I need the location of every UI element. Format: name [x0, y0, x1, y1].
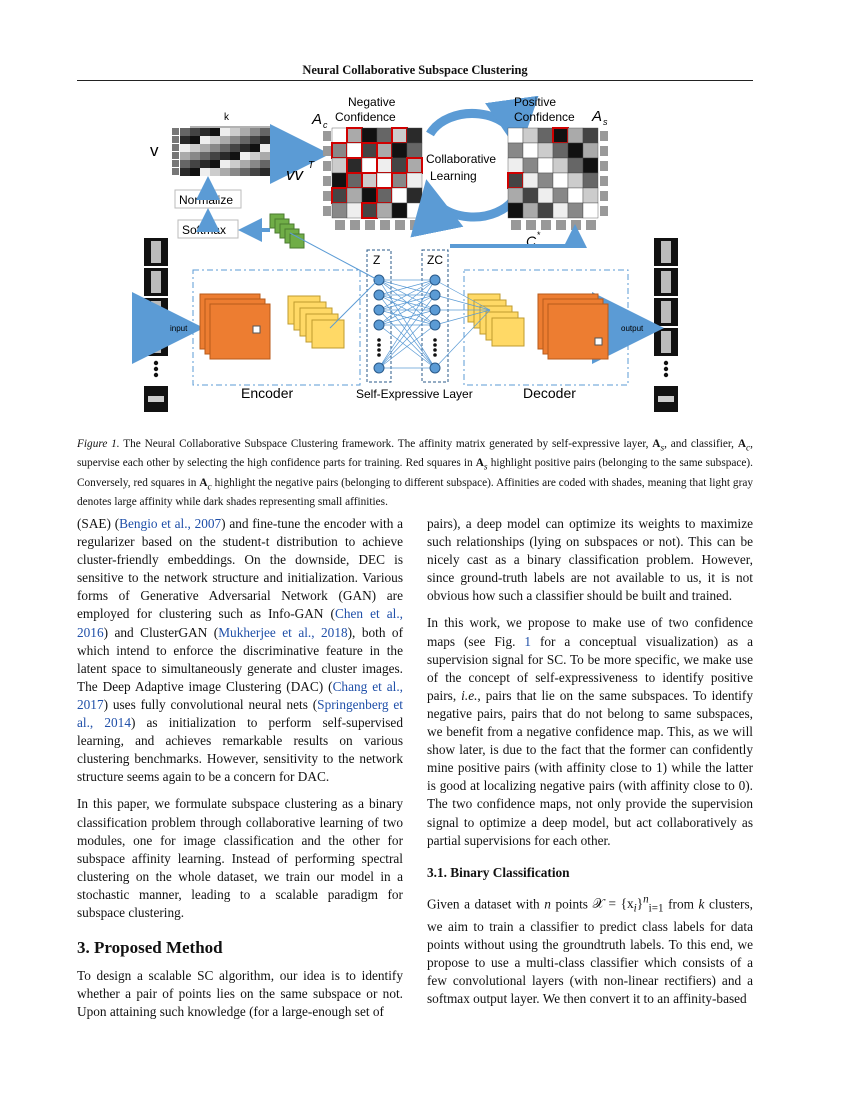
as-matrix-cell [523, 128, 538, 143]
collab-label-1: Collaborative [426, 152, 497, 166]
as-matrix-cell [583, 128, 598, 143]
ac-matrix-cell [392, 158, 407, 173]
ac-matrix-cell [377, 203, 392, 218]
v-matrix-cell [250, 160, 260, 168]
as-matrix-cell [568, 143, 583, 158]
left-paragraph-1 [77, 515, 403, 786]
citation-springenberg[interactable]: Springenberg et al., 2014 [77, 696, 403, 731]
ac-col-thumb [410, 220, 420, 230]
c-star-sup: * [537, 230, 541, 240]
ac-matrix-cell [377, 128, 392, 143]
ac-matrix-cell [407, 143, 422, 158]
as-col-thumb [526, 220, 536, 230]
caption-prefix: Figure 1. [77, 438, 120, 450]
caption-text-4: highlight positive pairs (belonging to the same subspace). Conversely, red squares in [77, 457, 753, 489]
as-matrix-cell [568, 173, 583, 188]
subsection-title-binary-classification: 3.1. Binary Classification [427, 864, 570, 880]
negative-confidence-label-1: Negative [348, 95, 396, 109]
ac-row-thumb [323, 191, 331, 201]
running-header: Neural Collaborative Subspace Clustering [302, 63, 528, 77]
v-matrix-thumb [172, 168, 179, 175]
as-matrix-cell [523, 158, 538, 173]
caption-as-subscript: s [660, 443, 665, 454]
left-paragraph-2: In this paper, we formulate subspace clustering as a binary classification problem through collaborative learning of two modules, one for image classification and the other for subspace affinity learning. Instead of performing spectral clustering on the whole dataset, we train our model in a stochastic manner, leading to a scalable paradigm for subspace clustering. [77, 796, 403, 920]
negative-confidence-label-2: Confidence [335, 110, 396, 124]
v-matrix-cell [250, 144, 260, 152]
as-col-thumb [541, 220, 551, 230]
v-matrix-thumb [172, 152, 179, 159]
text-run: from [663, 896, 699, 912]
v-matrix-cell [240, 168, 250, 176]
network-node [430, 320, 440, 330]
as-matrix-cell [568, 203, 583, 218]
ac-matrix-cell [377, 188, 392, 203]
ellipsis-dot [664, 373, 668, 377]
as-matrix-cell [553, 173, 568, 188]
as-matrix-cell [508, 128, 523, 143]
input-images [144, 238, 168, 412]
text-run: clusters, we aim to train a classifier to predict class labels for data points without using the groundtruth labels. To this end, we propose to use a multi-class classifier which consists of a few convolutional layers (with non-linear rectifiers) and a softmax output layer. We then convert it to an affinity-based [427, 896, 753, 1007]
v-matrix-cell [220, 152, 230, 160]
collab-label-2: Learning [430, 169, 477, 183]
v-matrix-cell [230, 136, 240, 144]
z-to-softmax-line [290, 233, 381, 280]
v-matrix-cell [260, 136, 270, 144]
v-matrix-cell [190, 136, 200, 144]
v-matrix-cell [260, 160, 270, 168]
ac-matrix-cell [332, 203, 347, 218]
citation-chang[interactable]: Chang et al., 2017 [77, 678, 403, 712]
v-matrix-cell [200, 168, 210, 176]
v-matrix-cell [180, 152, 190, 160]
math-set-sup: n [643, 893, 649, 906]
ellipsis-dot [154, 373, 158, 377]
v-matrix-cell [240, 128, 250, 136]
network-node [430, 305, 440, 315]
node-ellipsis-dot [377, 348, 381, 352]
v-matrix-cell [230, 144, 240, 152]
v-matrix-cell [190, 160, 200, 168]
sample-image-item [661, 301, 671, 323]
math-k: k [698, 896, 705, 912]
caption-text-3: , supervise each other by selecting the high confidence parts for training. Red squares in [77, 438, 753, 470]
as-col-thumb [586, 220, 596, 230]
as-matrix-cell [508, 158, 523, 173]
as-matrix-cell [583, 158, 598, 173]
v-matrix-cell [220, 136, 230, 144]
sample-image-item [661, 331, 671, 353]
text-run: In this work, we propose to make use of two confidence maps (see Fig. [427, 615, 753, 649]
v-matrix-cell [250, 136, 260, 144]
ac-matrix-cell [377, 158, 392, 173]
v-matrix-cell [180, 160, 190, 168]
ellipsis-dot [664, 361, 668, 365]
as-matrix-cell [553, 143, 568, 158]
k-label: k [224, 112, 229, 123]
v-matrix-cell [250, 168, 260, 176]
caption-ac2-subscript: c [207, 481, 212, 492]
ac-row-thumb [323, 176, 331, 186]
as-matrix-cell [583, 188, 598, 203]
right-paragraph-1: pairs), a deep model can optimize its weights to maximize such relationships (lying on subspaces or not). This can be nicely cast as a binary classification problem. However, since ground-truth labels are not available to us, it is not obvious how such a classifier should be built and trained. [427, 516, 753, 604]
as-matrix-cell [538, 188, 553, 203]
citation-bengio[interactable]: Bengio et al., 2007 [119, 516, 222, 531]
v-matrix-cell [190, 152, 200, 160]
as-sub: s [603, 117, 608, 127]
as-matrix-cell [538, 143, 553, 158]
as-matrix-cell [508, 188, 523, 203]
sample-image-item [151, 271, 161, 293]
network-node [430, 363, 440, 373]
output-label: output [621, 324, 644, 333]
node-ellipsis-dot [377, 338, 381, 342]
as-matrix-cell [538, 158, 553, 173]
positive-confidence-label-2: Confidence [514, 110, 575, 124]
ac-matrix-cell [347, 173, 362, 188]
math-set-open: 𝒳 = {x [592, 896, 634, 912]
as-matrix-cell [553, 158, 568, 173]
zc-box [422, 250, 448, 382]
text-run: , pairs that lie on the same subspaces. To identify negative pairs, pairs that do not belong to same subspaces, we benefit from a negative confidence map. This, as we will show later, is due to the fact that the former can confidently mine positive pairs (with affinity close to 1) while the latter is good at localizing negative pairs (with affinity close to 0). The two confidence maps, not only provide the supervision signal to optimize a deep model, but act collaboratively as partial supervisions for each other. [427, 687, 754, 848]
as-matrix-cell [508, 173, 523, 188]
as-matrix-cell [523, 143, 538, 158]
v-matrix-thumb [172, 160, 179, 167]
ac-matrix-cell [362, 158, 377, 173]
ac-col-thumb [380, 220, 390, 230]
as-matrix-cell [583, 143, 598, 158]
v-matrix-cell [210, 136, 220, 144]
network-node [374, 275, 384, 285]
caption-text-1: The Neural Collaborative Subspace Clustering framework. The affinity matrix generated by self-expressive layer, [119, 438, 653, 450]
caption-ac-subscript: c [745, 443, 751, 454]
v-matrix-cell [220, 144, 230, 152]
right-column [427, 515, 753, 1017]
v-matrix-thumb [172, 128, 179, 135]
left-paragraph-3: To design a scalable SC algorithm, our idea is to identify whether a pair of points lies on the same subspace or not. Upon attaining such knowledge (for a large-enough set of [77, 968, 403, 1020]
text-run: points [550, 896, 593, 912]
zc-to-decoder-edge [435, 310, 490, 368]
decoder-label: Decoder [523, 385, 576, 401]
figure-caption [77, 437, 753, 510]
v-matrix-cell [190, 168, 200, 176]
ac-matrix-cell [347, 158, 362, 173]
as-row-thumb [600, 146, 608, 156]
v-matrix-cell [230, 128, 240, 136]
v-matrix-cell [180, 128, 190, 136]
v-matrix-cell [200, 144, 210, 152]
z-box [367, 250, 391, 382]
v-matrix-cell [260, 152, 270, 160]
ac-matrix-cell [332, 143, 347, 158]
ac-matrix-cell [362, 128, 377, 143]
ac-matrix-cell [347, 143, 362, 158]
as-matrix-cell [538, 173, 553, 188]
text-run: ) and ClusterGAN ( [103, 624, 219, 640]
as-row-thumb [600, 191, 608, 201]
input-label: input [170, 324, 188, 333]
v-matrix-cell [200, 160, 210, 168]
caption-as2-symbol: A [475, 457, 484, 470]
ellipsis-dot [154, 361, 158, 365]
as-matrix-cell [553, 188, 568, 203]
node-ellipsis-dot [433, 353, 437, 357]
left-column [77, 515, 403, 1030]
ac-matrix-cell [362, 188, 377, 203]
as-matrix-cell [568, 128, 583, 143]
section-title-proposed-method: 3. Proposed Method [77, 938, 223, 958]
v-matrix-cell [210, 144, 220, 152]
sample-image-item [148, 396, 164, 402]
self-expressive-label: Self-Expressive Layer [356, 387, 473, 401]
as-matrix-cell [538, 128, 553, 143]
text-run: (SAE) ( [77, 516, 120, 531]
text-run: ) as initialization to perform self-supervised learning, and achieves remarkable results on various clustering benchmarks. However, sensitivity to the network structure seems again to be a concern for DAC. [77, 715, 403, 785]
output-images [654, 238, 678, 412]
math-set-range-sub: i=1 [648, 902, 664, 915]
header-rule [77, 80, 753, 81]
figure-reference-1[interactable]: 1 [524, 633, 532, 649]
vvt-label: vv [286, 165, 303, 184]
network-node [374, 320, 384, 330]
sample-image-item [151, 331, 161, 353]
v-matrix-cell [180, 136, 190, 144]
right-paragraph-2 [427, 614, 753, 849]
z-label: Z [373, 253, 381, 267]
v-matrix-cell [260, 144, 270, 152]
ellipsis-dot [664, 367, 668, 371]
node-ellipsis-dot [433, 348, 437, 352]
ac-col-thumb [350, 220, 360, 230]
ac-matrix-cell [377, 173, 392, 188]
v-matrix-cell [230, 160, 240, 168]
v-matrix [172, 128, 270, 176]
ac-col-thumb [365, 220, 375, 230]
citation-mukherjee[interactable]: Mukherjee et al., 2018 [218, 624, 348, 640]
caption-text-5: highlight the negative pairs (belonging to different subspace). Affinities are coded with shades, meaning that light gray denotes large affinity while dark shades representing small affinities. [77, 476, 753, 508]
v-matrix-cell [230, 152, 240, 160]
network-node [374, 290, 384, 300]
v-matrix-cell [260, 168, 270, 176]
ac-sub: c [323, 120, 328, 130]
v-matrix-cell [220, 160, 230, 168]
as-matrix-cell [553, 203, 568, 218]
sample-image-item [661, 271, 671, 293]
as-col-thumb [511, 220, 521, 230]
as-matrix-cell [538, 203, 553, 218]
ac-row-thumb [323, 161, 331, 171]
ac-matrix-cell [332, 188, 347, 203]
node-ellipsis-dot [377, 343, 381, 347]
ac-col-thumb [335, 220, 345, 230]
network-node [430, 275, 440, 285]
sample-image-item [151, 241, 161, 263]
ac-matrix-cell [392, 173, 407, 188]
sample-image-item [151, 301, 161, 323]
v-matrix-cell [200, 128, 210, 136]
caption-as2-subscript: s [483, 462, 488, 473]
ac-row-thumb [323, 146, 331, 156]
as-label: A [592, 108, 603, 125]
v-matrix-cell [240, 152, 250, 160]
node-ellipsis-dot [433, 338, 437, 342]
as-matrix-cell [508, 203, 523, 218]
ac-col-thumb [395, 220, 405, 230]
as-row-thumb [600, 206, 608, 216]
v-matrix-cell [200, 152, 210, 160]
sample-image-item [658, 396, 674, 402]
ac-matrix-cell [407, 173, 422, 188]
c-star-label: C [526, 233, 537, 249]
ac-matrix-cell [332, 158, 347, 173]
network-node [374, 305, 384, 315]
ac-matrix-cell [392, 188, 407, 203]
citation-chen[interactable]: Chen et al., 2016 [77, 606, 403, 640]
as-matrix-cell [523, 173, 538, 188]
encoder-label: Encoder [241, 385, 294, 401]
v-matrix-cell [250, 128, 260, 136]
as-matrix [508, 128, 608, 230]
positive-confidence-label-1: Positive [514, 95, 557, 109]
collab-arrow-top [430, 113, 518, 144]
ie-italic: i.e. [461, 687, 478, 703]
math-dataset-set [592, 893, 664, 915]
text-run: ) uses fully convolutional neural nets ( [103, 696, 318, 712]
v-matrix-cell [220, 128, 230, 136]
ac-matrix-cell [347, 128, 362, 143]
as-col-thumb [556, 220, 566, 230]
text-run: ) and fine-tune the encoder with a regularizer based on the student-t distribution to achieve cluster-friendly embeddings. On the downside, DEC is sensitive to the network structure and initialization. Various forms of Generative Adversarial Network (GAN) are employed for clustering such as Info-GAN ( [77, 516, 404, 622]
text-run: for a conceptual visualization) as a supervision signal for SC. To be more specific, we make use of the concept of self-expressiveness to identify positive pairs, [427, 633, 753, 703]
as-matrix-cell [523, 188, 538, 203]
ac-label: A [312, 111, 323, 128]
ac-matrix-cell [392, 128, 407, 143]
ac-matrix-cell [407, 158, 422, 173]
right-paragraph-3 [427, 891, 753, 1009]
as-matrix-cell [523, 203, 538, 218]
vvt-sup: T [308, 160, 315, 171]
math-n: n [544, 896, 551, 912]
v-matrix-cell [240, 144, 250, 152]
ellipsis-dot [154, 367, 158, 371]
as-matrix-cell [568, 158, 583, 173]
ac-matrix-cell [362, 203, 377, 218]
decoder-conv-layers [468, 294, 608, 359]
as-row-thumb [600, 176, 608, 186]
ac-matrix-cell [347, 188, 362, 203]
v-matrix-cell [240, 160, 250, 168]
v-matrix-cell [210, 128, 220, 136]
v-matrix-cell [210, 160, 220, 168]
node-ellipsis-dot [377, 353, 381, 357]
v-matrix-cell [240, 136, 250, 144]
ac-matrix-cell [377, 143, 392, 158]
ac-row-thumb [323, 131, 331, 141]
normalize-label: Normalize [179, 193, 234, 207]
v-matrix-cell [210, 168, 220, 176]
ac-matrix-cell [392, 203, 407, 218]
zc-label: ZC [427, 253, 443, 267]
v-matrix-cell [210, 152, 220, 160]
as-matrix-cell [583, 173, 598, 188]
ac-matrix-cell [362, 173, 377, 188]
text-run: ), both of which intend to enforce the discriminative feature in the latent space to simultaneously generate and cluster images. The Deep Adaptive image Clustering (DAC) ( [77, 624, 403, 694]
ac-matrix-cell [332, 173, 347, 188]
v-matrix-cell [180, 168, 190, 176]
ac-matrix-cell [407, 128, 422, 143]
v-matrix-thumb [172, 136, 179, 143]
ac-matrix-cell [407, 203, 422, 218]
math-set-sub: i [633, 902, 637, 915]
as-matrix-cell [508, 143, 523, 158]
as-matrix-cell [553, 128, 568, 143]
as-matrix-cell [583, 203, 598, 218]
ac-matrix-cell [407, 188, 422, 203]
ac-row-thumb [323, 206, 331, 216]
text-run: Given a dataset with [427, 896, 545, 912]
ac-matrix-cell [362, 143, 377, 158]
math-set-close: } [636, 896, 644, 912]
caption-as-symbol: A [652, 438, 661, 450]
as-matrix-cell [568, 188, 583, 203]
framework-figure [130, 88, 720, 426]
caption-ac-symbol: A [737, 438, 746, 450]
v-matrix-cell [220, 168, 230, 176]
sample-image-item [661, 241, 671, 263]
v-matrix-cell [190, 144, 200, 152]
v-matrix-cell [200, 136, 210, 144]
v-matrix-cell [180, 144, 190, 152]
v-matrix-thumb [172, 144, 179, 151]
encoder-conv-layers [200, 294, 344, 359]
caption-text-2: , and classifier, [664, 438, 738, 450]
softmax-label: Softmax [182, 223, 227, 237]
v-matrix-cell [230, 168, 240, 176]
network-node [430, 290, 440, 300]
ac-matrix-cell [392, 143, 407, 158]
v-matrix-cell [190, 128, 200, 136]
node-ellipsis-dot [433, 343, 437, 347]
v-matrix-cell [260, 128, 270, 136]
v-matrix-cell [250, 152, 260, 160]
encoder-to-z-line [330, 280, 378, 328]
ac-matrix [323, 128, 422, 230]
collab-arrow-bottom [428, 188, 516, 217]
zc-to-as-arrow [450, 228, 575, 246]
network-node [374, 363, 384, 373]
caption-ac2-symbol: A [199, 476, 208, 489]
ac-matrix-cell [347, 203, 362, 218]
ac-matrix-cell [332, 128, 347, 143]
softmax-feature-stack [270, 214, 304, 248]
as-row-thumb [600, 131, 608, 141]
v-label: v [150, 141, 159, 160]
as-row-thumb [600, 161, 608, 171]
